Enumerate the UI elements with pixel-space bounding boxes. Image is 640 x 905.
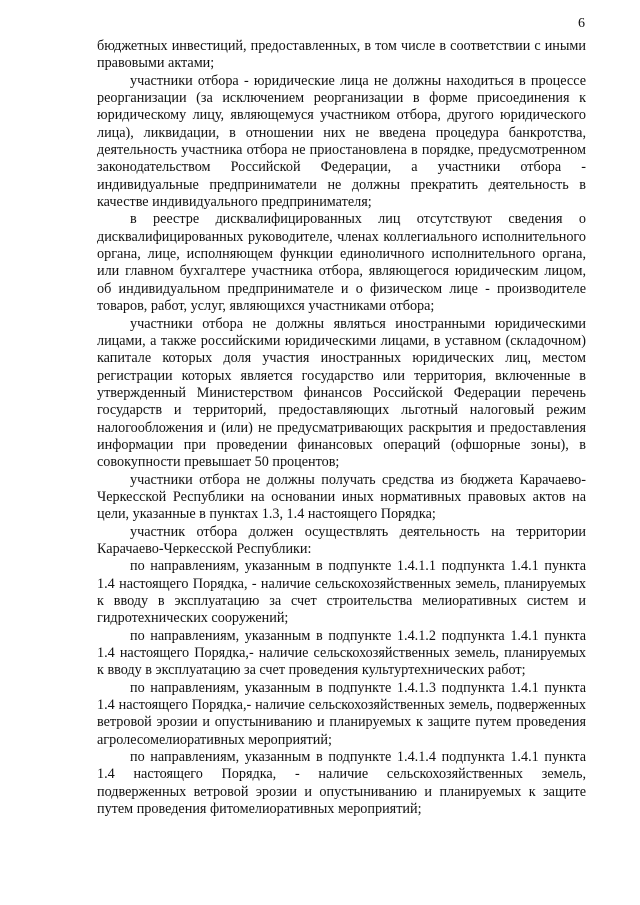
paragraph-direction-1-4-1-2: по направлениям, указанным в подпункте 1.4.1.2 подпункта 1.4.1 пункта 1.4 настоящего Порядка,- наличие сельскохозяйственных земель, планируемых к вводу в эксплуатацию за счет проведения культуртехнических работ; — [97, 627, 586, 679]
paragraph-budget-investments: бюджетных инвестиций, предоставленных, в том числе в соответствии с иными правовыми актами; — [97, 38, 586, 72]
page-number: 6 — [578, 16, 585, 31]
document-body — [97, 38, 586, 818]
paragraph-direction-1-4-1-1: по направлениям, указанным в подпункте 1.4.1.1 подпункта 1.4.1 пункта 1.4 настоящего Порядка, - наличие сельскохозяйственных земель, планируемых к вводу в эксплуатацию за счет строительства мелиоративных систем и гидротехнических сооружений; — [97, 558, 586, 627]
paragraph-reorganization: участники отбора - юридические лица не должны находиться в процессе реорганизации (за исключением реорганизации в форме присоединения к юридическому лицу, являющемуся участником отбора, другого юридического лица), ликвидации, в отношении них не введена процедура банкротства, деятельность участника отбора не приостановлена в порядке, предусмотренном законодательством Российской Федерации, а участники отбора - индивидуальные предприниматели не должны прекратить деятельность в качестве индивидуального предпринимателя; — [97, 72, 586, 211]
paragraph-territory: участник отбора должен осуществлять деятельность на территории Карачаево-Черкесской Республики: — [97, 523, 586, 557]
paragraph-direction-1-4-1-4: по направлениям, указанным в подпункте 1.4.1.4 подпункта 1.4.1 пункта 1.4 настоящего Порядка, - наличие сельскохозяйственных земель, подверженных ветровой эрозии и опустыниванию и планируемых к защите путем проведения фитомелиоративных мероприятий; — [97, 749, 586, 818]
paragraph-disqualified-registry: в реестре дисквалифицированных лиц отсутствуют сведения о дисквалифицированных руководителе, членах коллегиального исполнительного органа, лице, исполняющем функции единоличного исполнительного органа, или главном бухгалтере участника отбора, являющегося юридическим лицом, об индивидуальном предпринимателе и о физическом лице - производителе товаров, работ, услуг, являющихся участниками отбора; — [97, 211, 586, 315]
paragraph-foreign-entities: участники отбора не должны являться иностранными юридическими лицами, а также российскими юридическими лицами, в уставном (складочном) капитале которых доля участия иностранных юридических лиц, местом регистрации которых является государство или территория, включенные в утвержденный Министерством финансов Российской Федерации перечень государств и территорий, предоставляющих льготный налоговый режим налогообложения и (или) не предусматривающих раскрытия и предоставления информации при проведении финансовых операций (офшорные зоны), в совокупности превышает 50 процентов; — [97, 315, 586, 471]
paragraph-other-funding: участники отбора не должны получать средства из бюджета Карачаево-Черкесской Республики на основании иных нормативных правовых актов на цели, указанные в пунктах 1.3, 1.4 настоящего Порядка; — [97, 471, 586, 523]
paragraph-direction-1-4-1-3: по направлениям, указанным в подпункте 1.4.1.3 подпункта 1.4.1 пункта 1.4 настоящего Порядка,- наличие сельскохозяйственных земель, подверженных ветровой эрозии и опустыниванию и планируемых к защите путем проведения агролесомелиоративных мероприятий; — [97, 679, 586, 748]
